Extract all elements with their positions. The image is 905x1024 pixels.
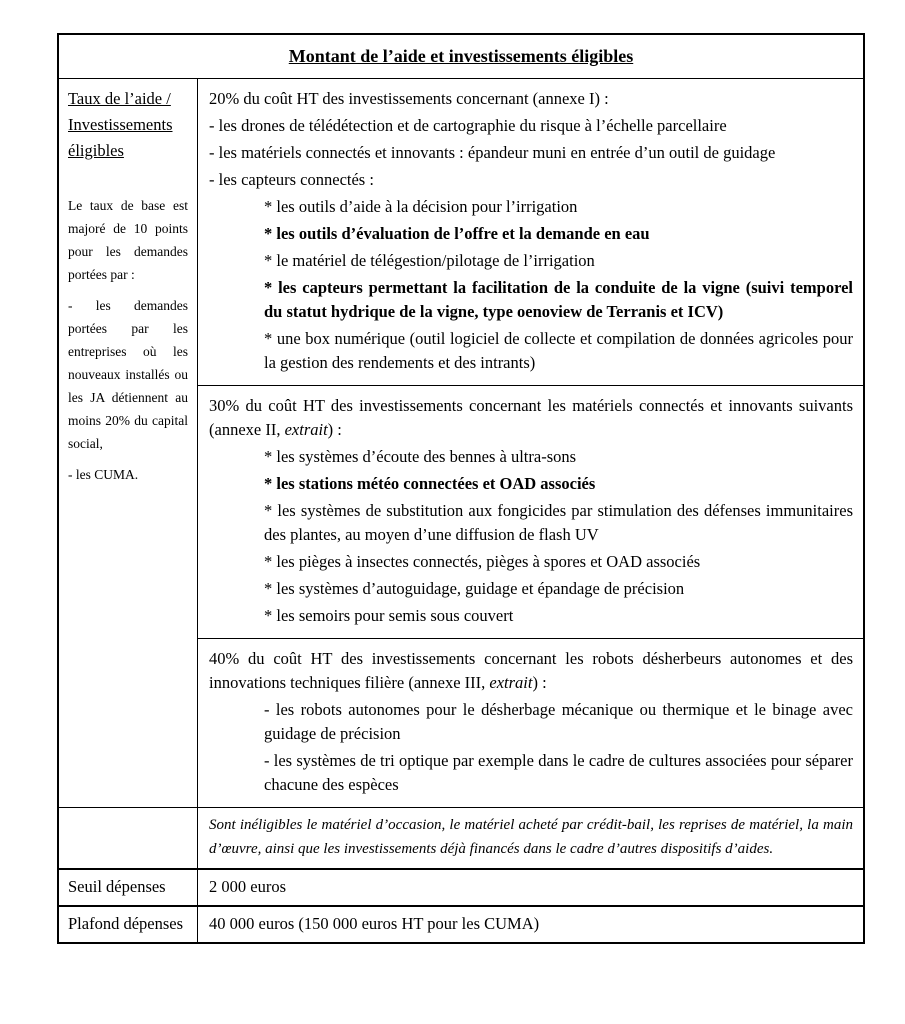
section-30-intro-italic: extrait (284, 420, 328, 439)
rates-header: Taux de l’aide / Investissements éligibles (68, 89, 173, 160)
rate-bonus-note-item-1: - les demandes portées par les entreprises où les nouveaux installés ou les JA détiennent au moins 20% du capital social, (68, 298, 188, 451)
section-40-percent (198, 638, 863, 807)
section-30-intro-suffix: ) : (327, 420, 342, 439)
ineligible-row (59, 807, 863, 868)
list-subitem: * le matériel de télégestion/pilotage de l’irrigation (264, 251, 595, 270)
section-20-intro: 20% du coût HT des investissements concernant (annexe I) : (209, 89, 609, 108)
rates-content-cell (198, 79, 863, 807)
list-subitem: * les outils d’aide à la décision pour l’irrigation (264, 197, 578, 216)
list-subitem: * les systèmes d’autoguidage, guidage et épandage de précision (264, 579, 685, 598)
list-subitem: * les systèmes d’écoute des bennes à ultra-sons (264, 447, 577, 466)
plafond-value-cell (198, 907, 863, 942)
list-item: - les matériels connectés et innovants : épandeur muni en entrée d’un outil de guidage (209, 143, 776, 162)
table-title: Montant de l’aide et investissements éligibles (288, 46, 634, 66)
list-subitem: - les robots autonomes pour le désherbage mécanique ou thermique et le binage avec guidage de précision (264, 700, 853, 743)
list-item: - les drones de télédétection et de cartographie du risque à l’échelle parcellaire (209, 116, 727, 135)
list-subitem: * les outils d’évaluation de l’offre et la demande en eau (264, 224, 650, 243)
list-subitem: * les capteurs permettant la facilitation de la conduite de la vigne (suivi temporel du statut hydrique de la vigne, type oenoview de Terranis et ICV) (264, 278, 853, 321)
seuil-value: 2 000 euros (209, 877, 286, 896)
section-30-intro (209, 394, 853, 442)
list-subitem: * les systèmes de substitution aux fongicides par stimulation des défenses immunitaires des plantes, au moyen d’une diffusion de flash UV (264, 501, 853, 544)
seuil-depenses-row (59, 868, 863, 905)
section-40-intro-italic: extrait (489, 673, 533, 692)
ineligible-note: Sont inéligibles le matériel d’occasion, le matériel acheté par crédit-bail, les reprises de matériel, la main d’œuvre, ainsi que les investissements déjà financés dans le cadre d’autres dispositifs d’aides. (209, 817, 853, 857)
plafond-depenses-row (59, 905, 863, 942)
section-40-intro (209, 647, 853, 695)
rate-bonus-note-item-2: - les CUMA. (68, 467, 139, 482)
ineligible-empty-cell (59, 808, 198, 868)
aid-table (57, 33, 865, 944)
plafond-value: 40 000 euros (150 000 euros HT pour les CUMA) (209, 914, 540, 933)
rate-bonus-note-intro: Le taux de base est majoré de 10 points pour les demandes portées par : (68, 198, 188, 282)
ineligible-note-cell (198, 808, 863, 868)
plafond-label-cell (59, 907, 198, 942)
list-subitem: * les semoirs pour semis sous couvert (264, 606, 514, 625)
list-subitem: * les stations météo connectées et OAD associés (264, 474, 596, 493)
section-20-percent (198, 79, 863, 385)
rates-label-cell (59, 79, 198, 807)
list-subitem: - les systèmes de tri optique par exemple dans le cadre de cultures associées pour séparer chacune des espèces (264, 751, 853, 794)
seuil-value-cell (198, 870, 863, 905)
list-subitem: * une box numérique (outil logiciel de collecte et compilation de données agricoles pour la gestion des rendements et des intrants) (264, 329, 853, 372)
section-30-percent (198, 385, 863, 638)
section-40-intro-suffix: ) : (532, 673, 547, 692)
list-subitem: * les pièges à insectes connectés, pièges à spores et OAD associés (264, 552, 701, 571)
seuil-label: Seuil dépenses (68, 877, 166, 896)
plafond-label: Plafond dépenses (68, 914, 184, 933)
table-title-row (59, 35, 863, 79)
section-40-intro-text: 40% du coût HT des investissements concernant les robots désherbeurs autonomes et des innovations techniques filière (annexe III, (209, 649, 853, 692)
list-item: - les capteurs connectés : (209, 170, 374, 189)
rates-row (59, 79, 863, 807)
seuil-label-cell (59, 870, 198, 905)
section-30-intro-text: 30% du coût HT des investissements concernant les matériels connectés et innovants suivants (annexe II, (209, 396, 853, 439)
